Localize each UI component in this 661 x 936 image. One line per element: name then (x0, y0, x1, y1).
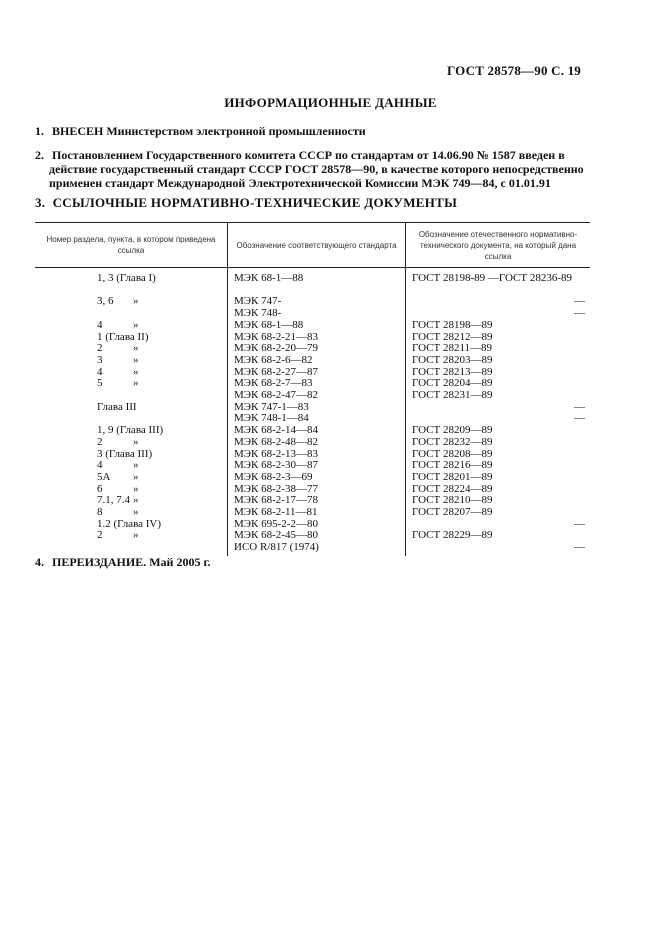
item-text: ВНЕСЕН Министерством электронной промышленности (52, 124, 366, 138)
cell-standard: МЭК 68-1—88 (228, 320, 406, 332)
table-body (35, 268, 590, 556)
item-number: 2. (35, 148, 44, 162)
cell-national-doc (406, 285, 591, 297)
cell-national-doc (406, 542, 591, 556)
ditto-mark: » (133, 435, 139, 448)
ditto-mark (131, 412, 133, 424)
cell-standard: МЭК 68-2-38—77 (228, 484, 406, 496)
gost-ref: ГОСТ 28198—89 (412, 318, 493, 331)
gost-ref: ГОСТ 28211—89 (412, 342, 493, 355)
section-ref: Глава III (97, 400, 137, 413)
table-row (35, 355, 590, 367)
section-ref: 7.1, 7.4 (97, 494, 130, 507)
cell-national-doc (406, 437, 591, 449)
item-number: 3. (35, 195, 46, 210)
cell-standard: МЭК 68-2-30—87 (228, 460, 406, 472)
section-ref: 4 (97, 318, 103, 331)
gost-ref: — (574, 307, 585, 320)
ditto-mark: » (133, 494, 139, 507)
ditto-mark: » (133, 318, 139, 331)
section-ref: 2 (97, 435, 103, 448)
table-header-row (35, 223, 590, 268)
ditto-mark (149, 331, 151, 343)
gost-ref: ГОСТ 28229—89 (412, 529, 493, 542)
ditto-mark: » (133, 342, 139, 355)
ditto-mark: » (133, 459, 139, 472)
cell-standard: МЭК 68-2-14—84 (228, 425, 406, 437)
cell-standard: МЭК 68-2-48—82 (228, 437, 406, 449)
document-title: ИНФОРМАЦИОННЫЕ ДАННЫЕ (224, 95, 437, 110)
cell-national-doc (406, 390, 591, 402)
cell-national-doc (406, 355, 591, 367)
gost-ref: ГОСТ 28224—89 (412, 482, 493, 495)
item-1 (35, 124, 590, 138)
column-header-section: Номер раздела, пункта, в котором приведена ссылка (35, 223, 228, 268)
gost-ref: ГОСТ 28203—89 (412, 353, 493, 366)
cell-national-doc (406, 320, 591, 332)
cell-section (35, 507, 228, 519)
section-ref: 2 (97, 342, 103, 355)
gost-ref: ГОСТ 28213—89 (412, 365, 493, 378)
section-ref: 4 (97, 365, 103, 378)
item-4 (35, 555, 590, 569)
gost-ref: — (574, 517, 585, 530)
gost-ref: ГОСТ 28204—89 (412, 377, 493, 390)
table-row (35, 390, 590, 402)
ditto-mark (163, 424, 165, 436)
gost-ref: — (574, 412, 585, 425)
cell-standard: МЭК 68-2-27—87 (228, 367, 406, 379)
section-ref: 1.2 (Глава IV) (97, 517, 162, 530)
table-row (35, 402, 590, 414)
gost-ref: ГОСТ 28212—89 (412, 330, 493, 343)
gost-ref: — (574, 295, 585, 308)
gost-ref: ГОСТ 28210—89 (412, 494, 493, 507)
section-ref: 2 (97, 529, 103, 542)
section-ref: 1, 9 (Глава III) (97, 424, 164, 437)
table-row (35, 507, 590, 519)
cell-section (35, 437, 228, 449)
cell-standard: МЭК 68-1—88 (228, 268, 406, 285)
cell-standard: МЭК 68-2-7—83 (228, 378, 406, 390)
section-ref: 5 (97, 377, 103, 390)
gost-ref: ГОСТ 28198-89 —ГОСТ 28236-89 (412, 272, 573, 284)
ditto-mark: » (133, 365, 139, 378)
table-row (35, 472, 590, 484)
table-row (35, 308, 590, 320)
item-number: 4. (35, 555, 44, 569)
ditto-mark: » (133, 377, 139, 390)
cell-national-doc (406, 507, 591, 519)
gost-ref: ГОСТ 28216—89 (412, 459, 493, 472)
cell-section (35, 268, 228, 285)
item-number: 1. (35, 124, 44, 138)
cell-national-doc (406, 530, 591, 542)
cell-section (35, 390, 228, 402)
cell-standard: МЭК 68-2-20—79 (228, 343, 406, 355)
item-text-line: действие государственный стандарт СССР ГОСТ 28578—90, в качестве которого непосредственно (49, 162, 584, 176)
ditto-mark (161, 518, 163, 530)
table-row (35, 367, 590, 379)
gost-ref: ГОСТ 28208—89 (412, 447, 493, 460)
page-header: ГОСТ 28578—90 С. 19 (447, 63, 581, 78)
ditto-mark (131, 389, 133, 401)
gost-ref: ГОСТ 28232—89 (412, 435, 493, 448)
cell-national-doc (406, 268, 591, 285)
section-ref: 6 (97, 482, 103, 495)
section-heading: ССЫЛОЧНЫЕ НОРМАТИВНО-ТЕХНИЧЕСКИЕ ДОКУМЕНТЫ (52, 195, 458, 210)
section-ref: 5А (97, 470, 111, 483)
cell-standard: МЭК 695-2-2—80 (228, 519, 406, 531)
item-text: ПЕРЕИЗДАНИЕ. Май 2005 г. (52, 555, 211, 569)
section-ref: 3 (97, 353, 103, 366)
ditto-mark: » (133, 529, 139, 542)
table-row (35, 268, 590, 285)
item-3 (35, 196, 590, 210)
cell-section (35, 320, 228, 332)
table-row (35, 343, 590, 355)
gost-ref: ГОСТ 28209—89 (412, 424, 493, 437)
ditto-mark: » (133, 295, 139, 308)
section-ref: 3, 6 (97, 295, 114, 308)
gost-ref: ГОСТ 28207—89 (412, 506, 493, 519)
section-ref: 4 (97, 459, 103, 472)
cell-standard: МЭК 748-1—84 (228, 413, 406, 425)
ditto-mark: » (133, 506, 139, 519)
cell-standard: МЭК 68-2-6—82 (228, 355, 406, 367)
column-header-national-doc: Обозначение отечественного нормативно-технического документа, на который дана ссылка (406, 223, 591, 268)
gost-ref: — (574, 541, 585, 554)
cell-national-doc (406, 472, 591, 484)
cell-standard: МЭК 68-2-13—83 (228, 449, 406, 461)
cell-standard: МЭК 68-2-3—69 (228, 472, 406, 484)
cell-standard: МЭК 68-2-47—82 (228, 390, 406, 402)
cell-standard: МЭК 747- (228, 296, 406, 308)
ditto-mark (131, 307, 133, 319)
item-2 (35, 148, 590, 190)
ditto-mark: » (133, 353, 139, 366)
cell-standard: МЭК 68-2-17—78 (228, 495, 406, 507)
cell-standard: МЭК 748- (228, 308, 406, 320)
table-row (35, 542, 590, 556)
gost-ref: — (574, 400, 585, 413)
cell-national-doc (406, 402, 591, 414)
cell-national-doc (406, 296, 591, 308)
item-text-line: Постановлением Государственного комитета СССР по стандартам от 14.06.90 № 1587 введен в (52, 148, 565, 162)
item-text-line: применен стандарт Международной Электротехнической Комиссии МЭК 749—84, с 01.01.91 (49, 176, 551, 190)
table-row (35, 460, 590, 472)
cell-standard: МЭК 747-1—83 (228, 402, 406, 414)
section-ref: 8 (97, 506, 103, 519)
table-row (35, 320, 590, 332)
cell-section (35, 355, 228, 367)
ditto-mark (156, 272, 158, 284)
table-row (35, 285, 590, 297)
cell-section (35, 472, 228, 484)
column-header-standard: Обозначение соответствующего стандарта (228, 223, 406, 268)
table-row (35, 296, 590, 308)
ditto-mark: » (133, 470, 139, 483)
ditto-mark (131, 541, 133, 553)
cell-section (35, 542, 228, 556)
ditto-mark (131, 284, 133, 296)
section-ref: 3 (Глава III) (97, 447, 153, 460)
table-row (35, 437, 590, 449)
references-table (35, 222, 590, 556)
section-ref: 1, 3 (Глава I) (97, 272, 156, 284)
gost-ref: ГОСТ 28231—89 (412, 389, 493, 402)
cell-standard: МЭК 68-2-11—81 (228, 507, 406, 519)
ditto-mark (152, 448, 154, 460)
gost-ref: ГОСТ 28201—89 (412, 470, 493, 483)
ditto-mark: » (133, 482, 139, 495)
cell-standard: ИСО R/817 (1974) (228, 542, 406, 556)
cell-standard: МЭК 68-2-21—83 (228, 332, 406, 344)
cell-standard: МЭК 68-2-45—80 (228, 530, 406, 542)
ditto-mark (137, 401, 139, 413)
section-ref: 1 (Глава II) (97, 330, 149, 343)
